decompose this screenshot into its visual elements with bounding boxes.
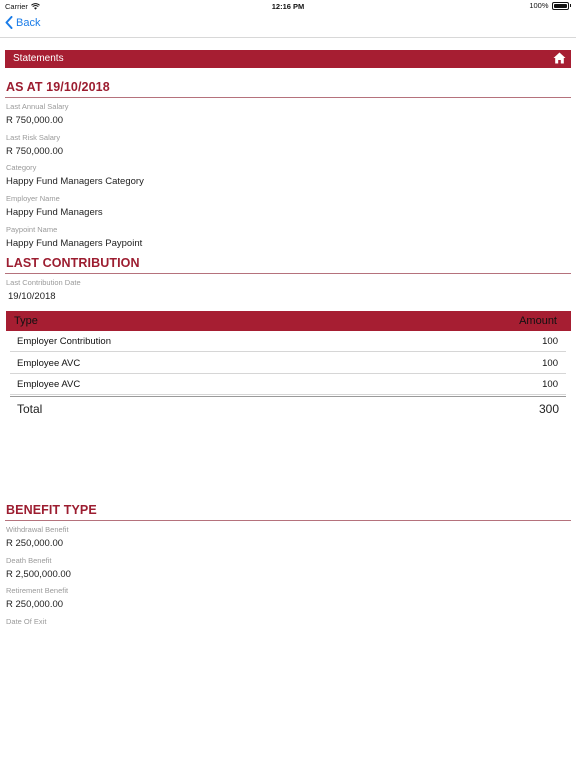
section-divider xyxy=(5,520,571,521)
amount-column-header: Amount xyxy=(519,315,557,327)
section-divider xyxy=(5,273,571,274)
withdrawal-benefit-label: Withdrawal Benefit xyxy=(6,525,69,534)
chevron-left-icon xyxy=(5,16,13,29)
statements-header xyxy=(5,50,571,68)
category-label: Category xyxy=(6,163,37,172)
last-annual-salary-label: Last Annual Salary xyxy=(6,102,69,111)
last-risk-salary-value: R 750,000.00 xyxy=(6,146,64,157)
row-amount: 100 xyxy=(542,379,558,390)
row-type: Employee AVC xyxy=(17,379,81,390)
last-contribution-date-value: 19/10/2018 xyxy=(8,291,56,302)
table-row xyxy=(10,353,566,374)
header-title: Statements xyxy=(13,53,64,64)
retirement-benefit-label: Retirement Benefit xyxy=(6,586,69,595)
as-at-title: AS AT 19/10/2018 xyxy=(6,80,110,94)
status-time: 12:16 PM xyxy=(271,2,305,11)
table-row xyxy=(10,374,566,395)
last-contribution-date-label: Last Contribution Date xyxy=(6,278,81,287)
battery-indicator xyxy=(529,1,571,10)
carrier-label: Carrier xyxy=(5,2,28,11)
status-bar xyxy=(0,0,576,12)
navigation-bar xyxy=(0,12,576,38)
retirement-benefit-value: R 250,000.00 xyxy=(6,599,64,610)
total-value: 300 xyxy=(538,402,559,416)
death-benefit-label: Death Benefit xyxy=(6,556,52,565)
employer-name-value: Happy Fund Managers xyxy=(6,207,103,218)
battery-icon xyxy=(552,2,569,10)
total-label: Total xyxy=(17,402,43,416)
contribution-table-header xyxy=(6,311,571,331)
paypoint-name-value: Happy Fund Managers Paypoint xyxy=(6,238,143,249)
table-row xyxy=(10,331,566,352)
row-type: Employee AVC xyxy=(17,358,81,369)
last-contribution-title: LAST CONTRIBUTION xyxy=(6,256,140,270)
last-risk-salary-label: Last Risk Salary xyxy=(6,133,61,142)
back-label: Back xyxy=(16,16,41,29)
row-amount: 100 xyxy=(542,358,558,369)
date-of-exit-label: Date Of Exit xyxy=(6,617,47,626)
death-benefit-value: R 2,500,000.00 xyxy=(6,569,71,580)
total-row xyxy=(10,402,566,420)
row-amount: 100 xyxy=(542,336,558,347)
back-button[interactable] xyxy=(5,16,40,29)
employer-name-label: Employer Name xyxy=(6,194,60,203)
benefit-type-title: BENEFIT TYPE xyxy=(6,503,97,517)
section-divider xyxy=(5,97,571,98)
battery-percent: 100% xyxy=(529,1,549,10)
category-value: Happy Fund Managers Category xyxy=(6,176,144,187)
last-annual-salary-value: R 750,000.00 xyxy=(6,115,64,126)
home-icon[interactable] xyxy=(553,52,566,64)
total-divider xyxy=(10,396,566,397)
type-column-header: Type xyxy=(14,315,38,327)
row-type: Employer Contribution xyxy=(17,336,111,347)
withdrawal-benefit-value: R 250,000.00 xyxy=(6,538,64,549)
paypoint-name-label: Paypoint Name xyxy=(6,225,58,234)
